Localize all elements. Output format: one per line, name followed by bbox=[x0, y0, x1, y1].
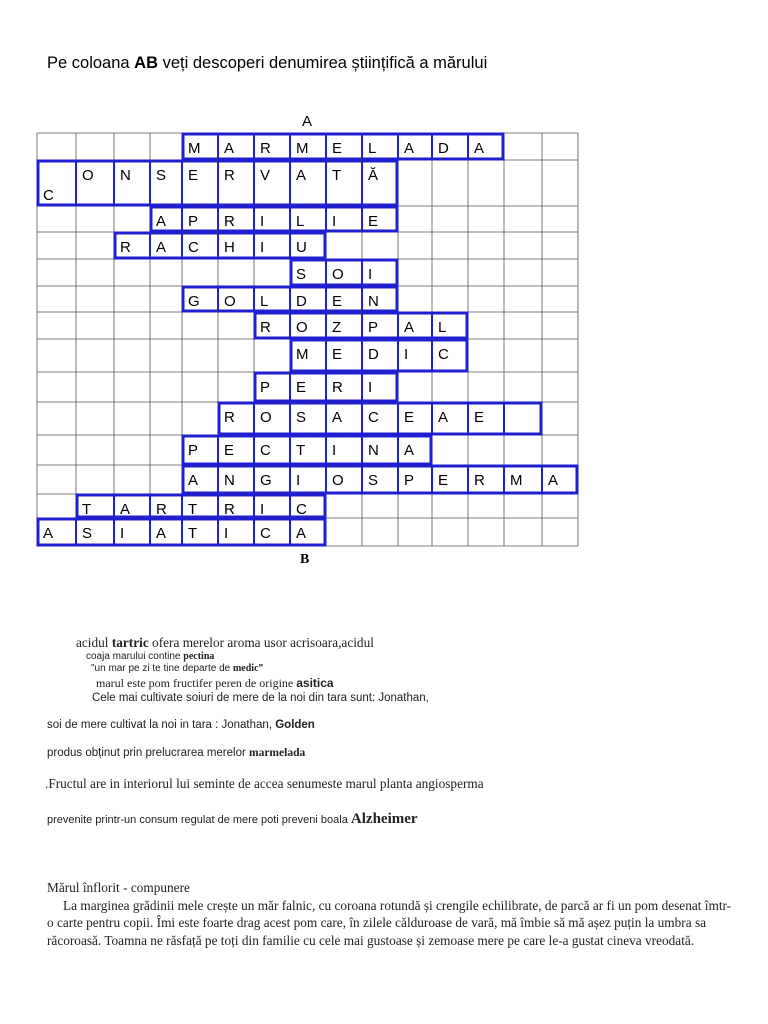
essay-body: La marginea grădinii mele crește un măr falnic, cu coroana rotundă și crengile echilibrate, de parcă ar fi un pom desenat îmtr-o carte pentru copii. Îmi este foarte drag acest pom care, în zilele călduroase de vară, mă îmbie să mă așez puțin la umbra sa răcoroasă. Toamna ne răsfață pe toți din familie cu cele mai gustoase și zemoase mere pe care le-a gustat cineva vreodată. bbox=[47, 897, 732, 948]
cell-letter: I bbox=[296, 472, 301, 489]
cell-letter: C bbox=[368, 409, 379, 426]
cell-letter: R bbox=[156, 501, 167, 518]
cell-letter: S bbox=[296, 266, 307, 283]
cell-letter: D bbox=[438, 140, 449, 157]
column-label-a: A bbox=[302, 113, 313, 130]
answer-box bbox=[183, 436, 431, 464]
cell-letter: S bbox=[156, 167, 167, 184]
cell-letter: A bbox=[156, 213, 167, 230]
cell-letter: O bbox=[224, 293, 236, 310]
cell-letter: R bbox=[224, 167, 235, 184]
cell-letter: D bbox=[296, 293, 307, 310]
cell-letter: L bbox=[260, 293, 269, 310]
answer-box bbox=[115, 233, 325, 258]
page-title: Pe coloana AB veți descoperi denumirea științifică a mărului bbox=[47, 54, 488, 72]
cell-letter: I bbox=[332, 442, 337, 459]
cell-letter: T bbox=[332, 167, 342, 184]
cell-letter: R bbox=[474, 472, 485, 489]
cell-letter: E bbox=[332, 140, 343, 157]
cell-letter: I bbox=[260, 501, 265, 518]
cell-letter: C bbox=[260, 442, 271, 459]
cell-letter: E bbox=[368, 213, 379, 230]
cell-letter: I bbox=[260, 213, 265, 230]
cell-letter: D bbox=[368, 346, 379, 363]
cell-letter: O bbox=[296, 319, 308, 336]
essay-title: Mărul înflorit - compunere bbox=[47, 880, 190, 895]
cell-letter: C bbox=[43, 187, 54, 204]
cell-letter: R bbox=[120, 239, 131, 256]
cell-letter: A bbox=[404, 140, 415, 157]
cell-letter: I bbox=[120, 525, 125, 542]
cell-letter: T bbox=[188, 525, 198, 542]
cell-letter: E bbox=[188, 167, 199, 184]
cell-letter: A bbox=[296, 525, 307, 542]
cell-letter: P bbox=[404, 472, 415, 489]
cell-letter: O bbox=[260, 409, 272, 426]
cell-letter: N bbox=[224, 472, 235, 489]
cell-letter: M bbox=[188, 140, 201, 157]
cell-letter: C bbox=[260, 525, 271, 542]
cell-letter: I bbox=[404, 346, 409, 363]
clue-soiuri: Cele mai cultivate soiuri de mere de la noi din tara sunt: Jonathan, bbox=[92, 692, 429, 704]
cell-letter: E bbox=[474, 409, 485, 426]
cell-letter: R bbox=[224, 409, 235, 426]
cell-letter: O bbox=[332, 266, 344, 283]
cell-letter: L bbox=[438, 319, 447, 336]
cell-letter: P bbox=[188, 213, 199, 230]
cell-letter: M bbox=[296, 346, 309, 363]
cell-letter: N bbox=[120, 167, 131, 184]
essay bbox=[47, 879, 737, 949]
cell-letter: C bbox=[438, 346, 449, 363]
cell-letter: A bbox=[548, 472, 559, 489]
cell-letter: V bbox=[260, 167, 271, 184]
cell-letter: I bbox=[260, 239, 265, 256]
cell-letter: M bbox=[296, 140, 309, 157]
clue-pectina: coaja marului contine pectina bbox=[86, 651, 215, 662]
cell-letter: S bbox=[82, 525, 93, 542]
cell-letter: S bbox=[368, 472, 379, 489]
clue-alzheimer: prevenite printr-un consum regulat de mere poti preveni boala Alzheimer bbox=[47, 811, 418, 827]
cell-letter: A bbox=[188, 472, 199, 489]
cell-letter: P bbox=[188, 442, 199, 459]
cell-letter: T bbox=[188, 501, 198, 518]
cell-letter: S bbox=[296, 409, 307, 426]
cell-letter: R bbox=[224, 501, 235, 518]
cell-letter: I bbox=[332, 213, 337, 230]
cell-letter: R bbox=[332, 379, 343, 396]
cell-letter: R bbox=[224, 213, 235, 230]
cell-letter: P bbox=[368, 319, 379, 336]
cell-letter: E bbox=[332, 346, 343, 363]
cell-letter: A bbox=[43, 525, 54, 542]
cell-letter: A bbox=[156, 239, 167, 256]
cell-letter: C bbox=[188, 239, 199, 256]
cell-letter: A bbox=[404, 442, 415, 459]
cell-letter: O bbox=[82, 167, 94, 184]
cell-letter: H bbox=[224, 239, 235, 256]
cell-letter: T bbox=[82, 501, 92, 518]
column-label-b: B bbox=[300, 552, 310, 567]
answer-box bbox=[291, 260, 397, 285]
cell-letter: N bbox=[368, 442, 379, 459]
cell-letter: E bbox=[332, 293, 343, 310]
cell-letter: U bbox=[296, 239, 307, 256]
cell-letter: E bbox=[296, 379, 307, 396]
cell-letter: G bbox=[188, 293, 200, 310]
cell-letter: P bbox=[260, 379, 271, 396]
cell-letter: O bbox=[332, 472, 344, 489]
cell-letter: A bbox=[156, 525, 167, 542]
cell-letter: Ă bbox=[368, 167, 379, 184]
clue-asitica: marul este pom fructifer peren de origine asitica bbox=[96, 676, 334, 690]
cell-letter: Z bbox=[332, 319, 342, 336]
cell-letter: A bbox=[120, 501, 131, 518]
cell-letter: A bbox=[438, 409, 449, 426]
cell-letter: A bbox=[296, 167, 307, 184]
cell-letter: C bbox=[296, 501, 307, 518]
cell-letter: I bbox=[368, 266, 373, 283]
cell-letter: G bbox=[260, 472, 272, 489]
cell-letter: A bbox=[332, 409, 343, 426]
cell-letter: T bbox=[296, 442, 306, 459]
cell-letter: R bbox=[260, 319, 271, 336]
clue-golden: soi de mere cultivat la noi in tara : Jonathan, Golden bbox=[47, 719, 315, 731]
cell-letter: A bbox=[404, 319, 415, 336]
cell-letter: N bbox=[368, 293, 379, 310]
clue-tartric: acidul tartric ofera merelor aroma usor acrisoara,acidul bbox=[76, 635, 374, 650]
clue-medic: "un mar pe zi te tine departe de medic" bbox=[91, 663, 264, 674]
cell-letter: A bbox=[474, 140, 485, 157]
clue-angiosperma: .Fructul are in interiorul lui seminte de accea senumeste marul planta angiosperma bbox=[45, 776, 484, 791]
clue-marmelada: produs obținut prin prelucrarea merelor marmelada bbox=[47, 747, 306, 759]
cell-letter: I bbox=[224, 525, 229, 542]
cell-letter: A bbox=[224, 140, 235, 157]
cell-letter: E bbox=[438, 472, 449, 489]
cell-letter: I bbox=[368, 379, 373, 396]
cell-letter: E bbox=[224, 442, 235, 459]
cell-letter: E bbox=[404, 409, 415, 426]
cell-letter: M bbox=[510, 472, 523, 489]
cell-letter: L bbox=[368, 140, 377, 157]
cell-letter: L bbox=[296, 213, 305, 230]
cell-letter: R bbox=[260, 140, 271, 157]
